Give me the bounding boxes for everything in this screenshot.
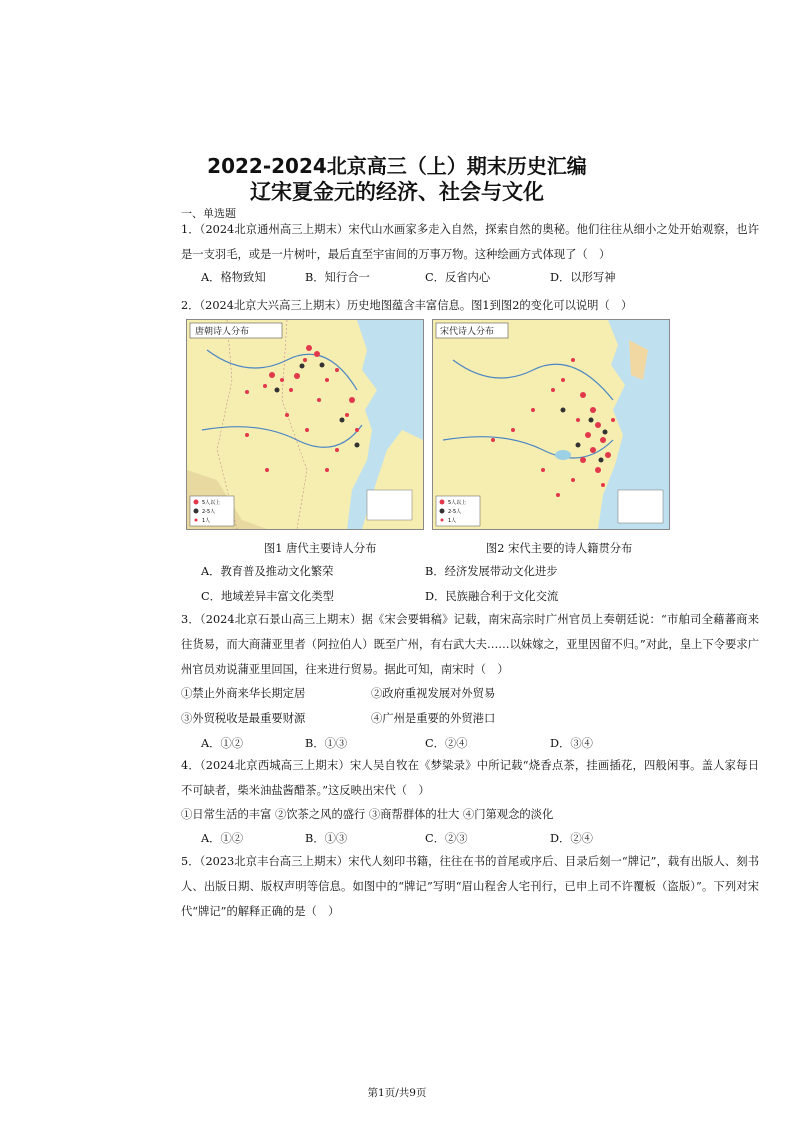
option-c: C．地域差异丰富文化类型 [201,590,334,603]
map-1-legend-1: 5人以上 [202,500,221,506]
question-4-items: ①日常生活的丰富 ②饮茶之风的盛行 ③商帮群体的壮大 ④门第观念的淡化 [181,808,554,821]
option-d: D．以形写神 [550,271,616,284]
map-2-legend-2: 2-5人 [448,509,462,515]
option-b: B．①③ [305,737,348,750]
question-4-text: 4．（2024北京西城高三上期末）宋人吴自牧在《梦粱录》中所记载“烧香点茶，挂画插花，四般闲事。盖人家每日不可缺者，柴米油盐酱醋茶。”这反映出宋代（ ） [181,759,759,797]
question-3-item-3: ③外贸税收是最重要财源 [181,712,306,725]
option-d: D．民族融合利于文化交流 [425,590,559,603]
map-2-graphic [433,320,669,529]
option-a: A．①② [201,832,244,845]
map-figure-2 [432,319,670,530]
question-2-text: 2．（2024北京大兴高三上期末）历史地图蕴含丰富信息。图1到图2的变化可以说明（ ） [181,299,633,312]
question-1-text: 1．（2024北京通州高三上期末）宋代山水画家多走入自然，探索自然的奥秘。他们往往从细小之处开始观察，也许是一支羽毛，或是一片树叶，最后直至宇宙间的万事万物。这种绘画方式体现了（ ） [181,223,759,261]
page-footer: 第1页/共9页 [367,1087,427,1099]
option-d: D．②④ [550,832,593,845]
option-d: D．③④ [550,737,593,750]
map-2-title: 宋代诗人分布 [440,327,495,337]
option-b: B．①③ [305,832,348,845]
question-3-item-2: ②政府重视发展对外贸易 [371,687,496,700]
figure-1-caption: 图1 唐代主要诗人分布 [264,542,377,555]
map-2-legend-3: 1人 [448,518,457,524]
option-a: A．格物致知 [201,271,266,284]
question-3-item-4: ④广州是重要的外贸港口 [371,712,496,725]
option-a: A．①② [201,737,244,750]
map-figure-1 [186,319,424,530]
question-3-item-1: ①禁止外商来华长期定居 [181,687,306,700]
option-b: B．经济发展带动文化进步 [425,565,558,578]
question-3-text: 3．（2024北京石景山高三上期末）据《宋会要辑稿》记载，南宋高宗时广州官员上奏朝廷说：“市舶司全藉蕃商来往货易，而大商蒲亚里者（阿拉伯人）既至广州，有右武大夫……以妹嫁之，亚里因留不归。”对此，皇上下令要求广州官员劝说蒲亚里回国，往来进行贸易。据此可知，南宋时（ ） [181,613,759,676]
question-2-options-row-1 [201,563,761,585]
option-c: C．②③ [425,832,468,845]
figure-2-caption: 图2 宋代主要的诗人籍贯分布 [486,542,633,555]
map-1-graphic [187,320,423,529]
option-b: B．知行合一 [305,271,370,284]
option-c: C．反省内心 [425,271,491,284]
question-5-text: 5．（2023北京丰台高三上期末）宋代人刻印书籍，往往在书的首尾或序后、目录后刻一“牌记”，载有出版人、刻书人、出版日期、版权声明等信息。如图中的“牌记”写明“眉山程舍人宅刊行，已申上司不许覆板（盗版）”。下列对宋代“牌记”的解释正确的是（ ） [181,855,759,918]
section-heading: 一、单选题 [181,207,236,220]
map-1-legend-2: 2-5人 [202,509,216,515]
question-1-options [201,269,761,291]
option-a: A．教育普及推动文化繁荣 [201,565,334,578]
document-subtitle: 辽宋夏金元的经济、社会与文化 [250,180,544,204]
map-1-legend-3: 1人 [202,518,211,524]
map-1-title: 唐朝诗人分布 [195,327,250,337]
map-2-legend-1: 5人以上 [448,500,467,506]
document-title: 2022-2024北京高三（上）期末历史汇编 [207,154,587,178]
option-c: C．②④ [425,737,468,750]
